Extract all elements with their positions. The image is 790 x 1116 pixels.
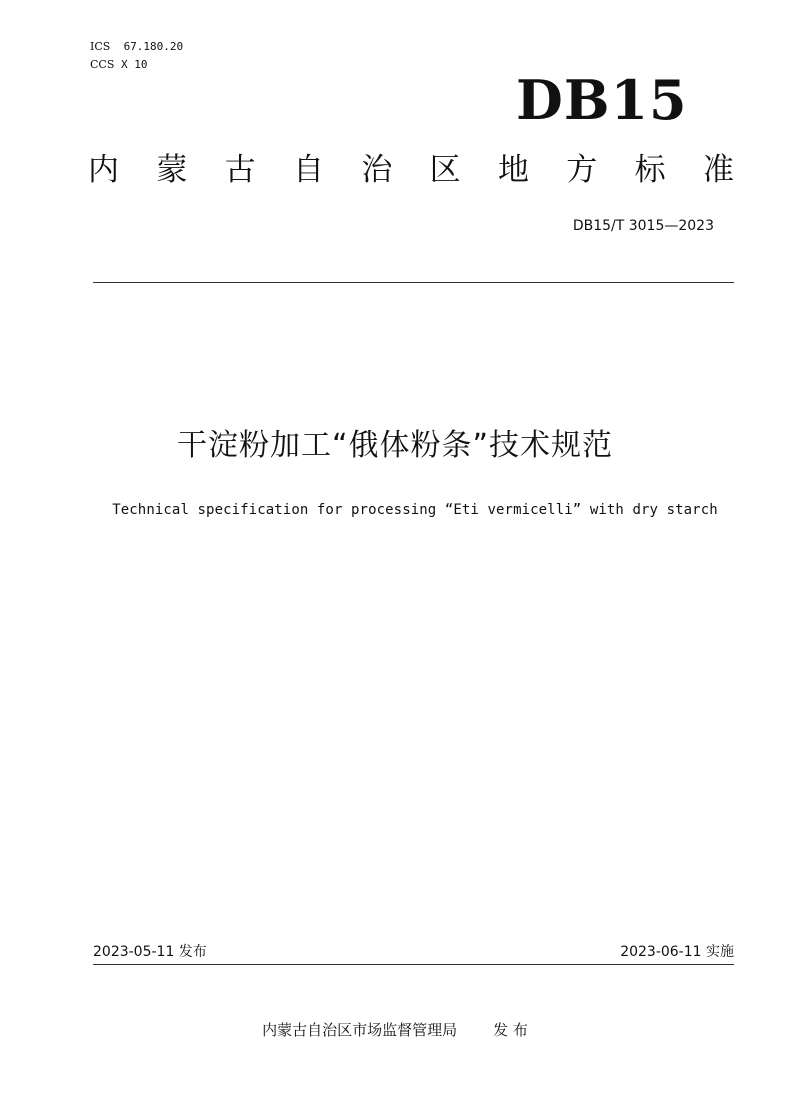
standard-category-title — [88, 150, 734, 190]
ics-label: ICS — [90, 40, 111, 53]
category-char: 内 — [88, 152, 119, 188]
category-char: 准 — [702, 152, 734, 188]
category-char: 古 — [224, 152, 256, 188]
effective-date: 2023-06-11 实施 — [620, 944, 734, 960]
category-char: 治 — [361, 152, 393, 188]
category-char: 区 — [429, 152, 461, 188]
document-title-cn: 干淀粉加工“俄体粉条”技术规范 — [176, 428, 614, 463]
ccs-code — [90, 58, 148, 71]
issuer-action: 发 布 — [493, 1021, 528, 1039]
issuer-line — [0, 1020, 790, 1040]
document-title-en: Technical specification for processing “Eti vermicelli” with dry starch — [112, 502, 718, 518]
category-char: 地 — [497, 152, 529, 188]
category-char: 标 — [634, 152, 666, 188]
issue-date: 2023-05-11 发布 — [93, 944, 207, 960]
category-char: 方 — [566, 152, 598, 188]
ccs-value: X 10 — [121, 58, 148, 71]
standard-number: DB15/T 3015—2023 — [572, 218, 714, 234]
issuer-name: 内蒙古自治区市场监督管理局 — [262, 1021, 458, 1039]
header-divider — [93, 282, 734, 283]
ccs-label: CCS — [90, 58, 115, 71]
standard-code-logo: DB15 — [516, 68, 688, 132]
footer-divider — [93, 964, 734, 965]
ics-value: 67.180.20 — [123, 40, 184, 53]
ics-code — [90, 40, 183, 53]
category-char: 自 — [292, 152, 324, 188]
category-char: 蒙 — [156, 152, 188, 188]
